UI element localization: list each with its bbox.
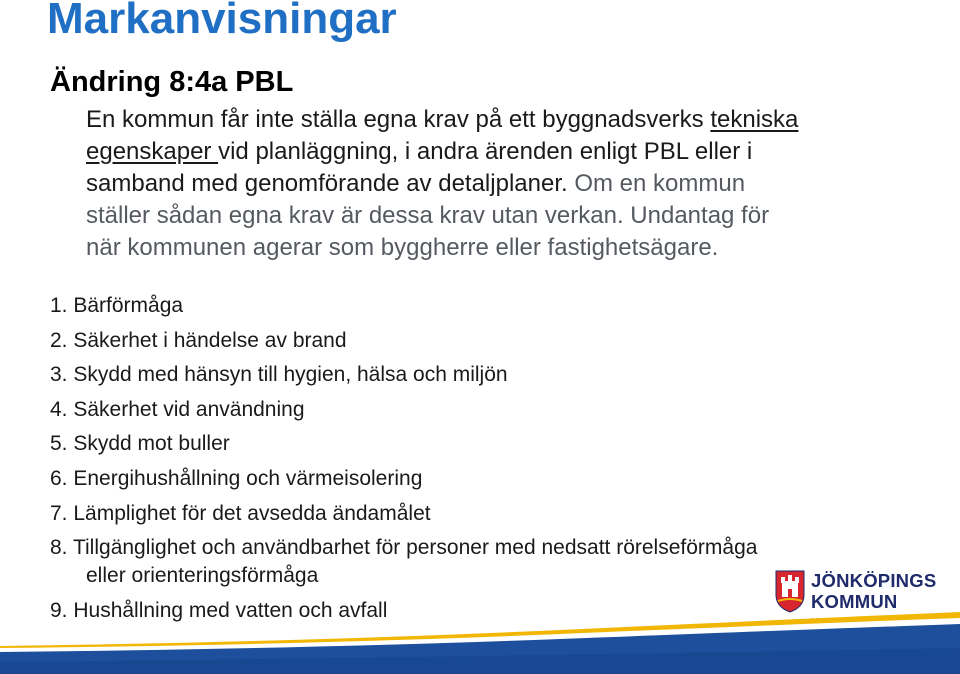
list-item: 6. Energihushållning och värmeisolering bbox=[50, 466, 423, 490]
paragraph-line-4 bbox=[86, 200, 896, 232]
list-item: 4. Säkerhet vid användning bbox=[50, 397, 305, 421]
requirements-list bbox=[50, 292, 757, 625]
paragraph-line-5: när kommunen agerar som byggherre eller fastighetsägare. bbox=[86, 234, 719, 261]
slide-title: Markanvisningar bbox=[47, 0, 397, 43]
list-item: 2. Säkerhet i händelse av brand bbox=[50, 328, 347, 352]
list-item-text: eller orienteringsförmåga bbox=[86, 564, 319, 588]
paragraph-text: Undantag för bbox=[630, 202, 770, 229]
list-item: 9. Hushållning med vatten och avfall bbox=[50, 598, 388, 622]
paragraph-text: vid planläggning, i andra ärenden enligt PBL eller i bbox=[218, 138, 753, 165]
logo-name-line-2: KOMMUN bbox=[811, 591, 898, 612]
paragraph-text: En kommun får inte ställa egna krav på ett byggnadsverks bbox=[86, 106, 711, 133]
logo-name-line-1: JÖNKÖPINGS bbox=[811, 570, 937, 591]
hyperlink-text[interactable]: tekniska bbox=[710, 106, 799, 133]
paragraph-text: Om en kommun bbox=[574, 170, 746, 197]
list-item: 5. Skydd mot buller bbox=[50, 432, 230, 456]
list-item-continuation bbox=[50, 562, 757, 590]
coat-of-arms-icon bbox=[774, 569, 806, 613]
list-item: 3. Skydd med hänsyn till hygien, hälsa och miljön bbox=[50, 363, 508, 387]
hyperlink-text[interactable]: egenskaper bbox=[86, 138, 219, 165]
paragraph-text: ställer sådan egna krav är dessa krav utan verkan. bbox=[86, 202, 631, 229]
paragraph-line-1 bbox=[86, 104, 896, 136]
intro-paragraph bbox=[86, 104, 896, 264]
list-item: 1. Bärförmåga bbox=[50, 294, 184, 317]
paragraph-text: samband med genomförande av detaljplaner. bbox=[86, 170, 575, 197]
paragraph-line-3 bbox=[86, 168, 896, 200]
slide-subtitle: Ändring 8:4a PBL bbox=[50, 66, 294, 98]
paragraph-line-2 bbox=[86, 136, 896, 168]
list-item: 8. Tillgänglighet och användbarhet för personer med nedsatt rörelseförmåga bbox=[50, 536, 758, 560]
footer-wave-band bbox=[0, 612, 960, 674]
list-item: 7. Lämplighet för det avsedda ändamålet bbox=[50, 501, 431, 525]
